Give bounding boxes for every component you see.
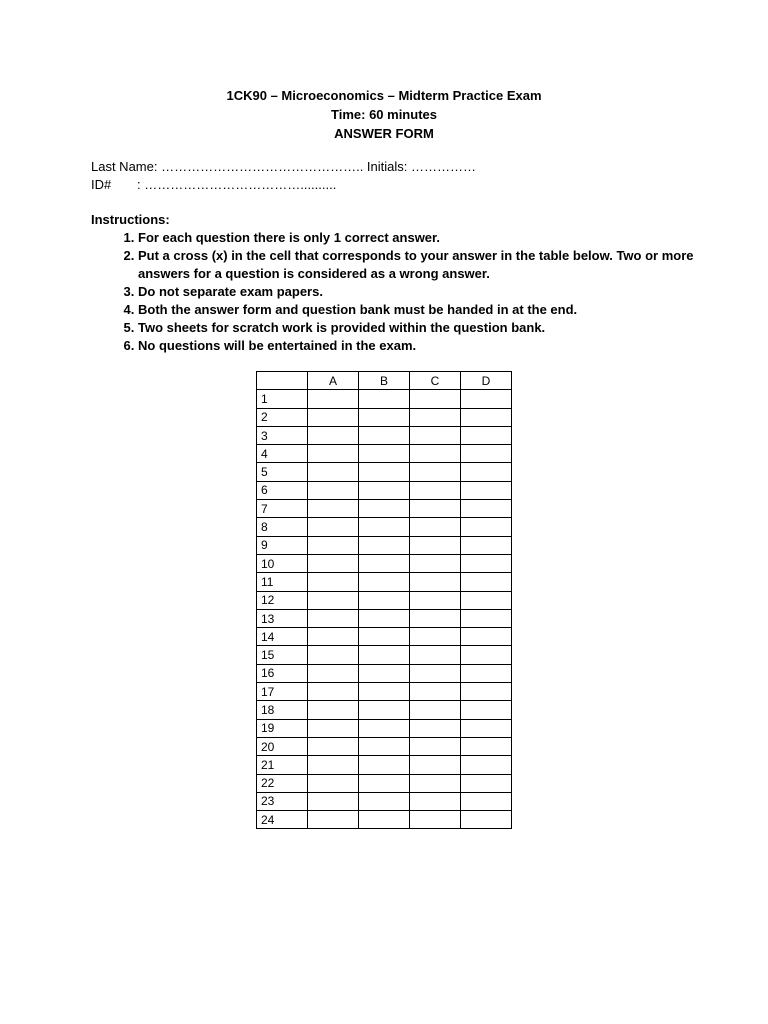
table-row (257, 554, 512, 572)
answer-cell-d[interactable] (461, 628, 512, 646)
question-number: 7 (257, 500, 308, 518)
answer-cell-d[interactable] (461, 646, 512, 664)
answer-cell-d[interactable] (461, 408, 512, 426)
answer-cell-d[interactable] (461, 737, 512, 755)
table-row (257, 445, 512, 463)
column-header-c: C (410, 372, 461, 390)
table-row (257, 609, 512, 627)
instructions-list (91, 229, 711, 355)
answer-cell-d[interactable] (461, 591, 512, 609)
answer-cell-b[interactable] (359, 426, 410, 444)
answer-cell-a[interactable] (308, 774, 359, 792)
answer-cell-c[interactable] (410, 774, 461, 792)
answer-cell-b[interactable] (359, 683, 410, 701)
answer-cell-d[interactable] (461, 518, 512, 536)
answer-cell-c[interactable] (410, 683, 461, 701)
answer-cell-c[interactable] (410, 609, 461, 627)
answer-cell-d[interactable] (461, 426, 512, 444)
answer-cell-d[interactable] (461, 554, 512, 572)
answer-cell-d[interactable] (461, 664, 512, 682)
answer-cell-c[interactable] (410, 792, 461, 810)
answer-cell-c[interactable] (410, 445, 461, 463)
answer-cell-d[interactable] (461, 536, 512, 554)
answer-cell-a[interactable] (308, 481, 359, 499)
answer-cell-d[interactable] (461, 774, 512, 792)
answer-cell-d[interactable] (461, 500, 512, 518)
answer-cell-d[interactable] (461, 683, 512, 701)
answer-cell-b[interactable] (359, 792, 410, 810)
column-header-a: A (308, 372, 359, 390)
question-number: 17 (257, 683, 308, 701)
table-row (257, 500, 512, 518)
question-number: 20 (257, 737, 308, 755)
answer-cell-b[interactable] (359, 811, 410, 829)
answer-cell-d[interactable] (461, 445, 512, 463)
question-number: 3 (257, 426, 308, 444)
table-row (257, 737, 512, 755)
answer-cell-c[interactable] (410, 756, 461, 774)
table-row (257, 573, 512, 591)
question-number: 23 (257, 792, 308, 810)
answer-cell-a[interactable] (308, 591, 359, 609)
answer-cell-c[interactable] (410, 591, 461, 609)
answer-cell-d[interactable] (461, 481, 512, 499)
instruction-item: 6. No questions will be entertained in the exam. (138, 337, 711, 355)
answer-cell-c[interactable] (410, 390, 461, 408)
instruction-item: 4. Both the answer form and question bank must be handed in at the end. (138, 301, 711, 319)
answer-cell-b[interactable] (359, 481, 410, 499)
answer-cell-d[interactable] (461, 609, 512, 627)
instruction-item: 2. Put a cross (x) in the cell that corresponds to your answer in the table below. Two or more answers for a question is considered as a wrong answer. (138, 247, 711, 283)
answer-cell-a[interactable] (308, 408, 359, 426)
table-row (257, 792, 512, 810)
table-row (257, 683, 512, 701)
instruction-item: 1. For each question there is only 1 correct answer. (138, 229, 711, 247)
answer-cell-b[interactable] (359, 573, 410, 591)
question-number: 13 (257, 609, 308, 627)
question-number: 5 (257, 463, 308, 481)
answer-cell-a[interactable] (308, 756, 359, 774)
instructions (91, 211, 711, 355)
table-row (257, 664, 512, 682)
question-number: 10 (257, 554, 308, 572)
answer-cell-d[interactable] (461, 390, 512, 408)
answer-cell-d[interactable] (461, 701, 512, 719)
question-number: 16 (257, 664, 308, 682)
table-row (257, 591, 512, 609)
answer-cell-b[interactable] (359, 628, 410, 646)
question-number: 11 (257, 573, 308, 591)
answer-cell-a[interactable] (308, 664, 359, 682)
answer-cell-a[interactable] (308, 463, 359, 481)
answer-cell-b[interactable] (359, 719, 410, 737)
id-label: ID# (91, 177, 112, 192)
last-name-field[interactable]: Last Name: ……………………………………….. Initials: …………… (91, 159, 476, 174)
question-number: 15 (257, 646, 308, 664)
answer-cell-a[interactable] (308, 518, 359, 536)
answer-cell-c[interactable] (410, 500, 461, 518)
question-number: 6 (257, 481, 308, 499)
answer-cell-c[interactable] (410, 463, 461, 481)
table-row (257, 646, 512, 664)
answer-cell-b[interactable] (359, 591, 410, 609)
question-number: 12 (257, 591, 308, 609)
answer-table-body (257, 390, 512, 829)
answer-cell-c[interactable] (410, 811, 461, 829)
answer-cell-a[interactable] (308, 683, 359, 701)
table-row (257, 774, 512, 792)
answer-cell-a[interactable] (308, 500, 359, 518)
answer-cell-b[interactable] (359, 737, 410, 755)
answer-cell-a[interactable] (308, 536, 359, 554)
answer-cell-b[interactable] (359, 554, 410, 572)
answer-cell-d[interactable] (461, 719, 512, 737)
table-row (257, 811, 512, 829)
answer-cell-a[interactable] (308, 792, 359, 810)
answer-cell-c[interactable] (410, 536, 461, 554)
question-number: 18 (257, 701, 308, 719)
answer-cell-b[interactable] (359, 518, 410, 536)
form-label: ANSWER FORM (334, 126, 434, 141)
table-row (257, 536, 512, 554)
table-row (257, 756, 512, 774)
answer-cell-c[interactable] (410, 701, 461, 719)
question-number: 14 (257, 628, 308, 646)
exam-header (0, 86, 768, 143)
answer-cell-d[interactable] (461, 792, 512, 810)
instructions-heading: Instructions: (91, 212, 170, 227)
table-row (257, 481, 512, 499)
column-header-d: D (461, 372, 512, 390)
student-fields (91, 158, 476, 194)
answer-cell-b[interactable] (359, 463, 410, 481)
question-number: 4 (257, 445, 308, 463)
answer-cell-b[interactable] (359, 664, 410, 682)
header-blank-cell (257, 372, 308, 390)
question-number: 24 (257, 811, 308, 829)
answer-cell-c[interactable] (410, 573, 461, 591)
answer-cell-c[interactable] (410, 719, 461, 737)
answer-cell-c[interactable] (410, 426, 461, 444)
table-row (257, 719, 512, 737)
answer-cell-b[interactable] (359, 646, 410, 664)
answer-cell-a[interactable] (308, 811, 359, 829)
question-number: 9 (257, 536, 308, 554)
answer-cell-a[interactable] (308, 609, 359, 627)
answer-cell-a[interactable] (308, 390, 359, 408)
table-row (257, 518, 512, 536)
answer-cell-b[interactable] (359, 701, 410, 719)
answer-cell-a[interactable] (308, 628, 359, 646)
answer-cell-b[interactable] (359, 445, 410, 463)
id-field[interactable] (91, 176, 476, 194)
answer-cell-c[interactable] (410, 554, 461, 572)
answer-cell-a[interactable] (308, 554, 359, 572)
question-number: 19 (257, 719, 308, 737)
question-number: 8 (257, 518, 308, 536)
id-value: : ……………………………….......... (137, 177, 337, 192)
answer-cell-c[interactable] (410, 408, 461, 426)
instruction-item: 5. Two sheets for scratch work is provided within the question bank. (138, 319, 711, 337)
exam-title: 1CK90 – Microeconomics – Midterm Practice Exam (226, 88, 542, 103)
table-row (257, 628, 512, 646)
table-row (257, 463, 512, 481)
column-header-b: B (359, 372, 410, 390)
question-number: 21 (257, 756, 308, 774)
table-row (257, 701, 512, 719)
exam-time: Time: 60 minutes (331, 107, 437, 122)
answer-cell-b[interactable] (359, 609, 410, 627)
answer-cell-c[interactable] (410, 628, 461, 646)
question-number: 1 (257, 390, 308, 408)
answer-table (256, 371, 512, 829)
table-row (257, 390, 512, 408)
instruction-item: 3. Do not separate exam papers. (138, 283, 711, 301)
table-row (257, 408, 512, 426)
answer-cell-b[interactable] (359, 390, 410, 408)
answer-cell-d[interactable] (461, 811, 512, 829)
answer-cell-b[interactable] (359, 500, 410, 518)
answer-cell-b[interactable] (359, 756, 410, 774)
question-number: 22 (257, 774, 308, 792)
answer-cell-b[interactable] (359, 536, 410, 554)
answer-cell-c[interactable] (410, 481, 461, 499)
answer-cell-c[interactable] (410, 737, 461, 755)
table-row (257, 426, 512, 444)
answer-cell-a[interactable] (308, 573, 359, 591)
answer-cell-c[interactable] (410, 664, 461, 682)
answer-cell-a[interactable] (308, 426, 359, 444)
answer-cell-c[interactable] (410, 646, 461, 664)
answer-cell-d[interactable] (461, 463, 512, 481)
answer-cell-d[interactable] (461, 573, 512, 591)
question-number: 2 (257, 408, 308, 426)
answer-cell-a[interactable] (308, 737, 359, 755)
answer-cell-b[interactable] (359, 408, 410, 426)
answer-cell-a[interactable] (308, 719, 359, 737)
answer-cell-a[interactable] (308, 445, 359, 463)
answer-table-header-row (257, 372, 512, 390)
answer-cell-d[interactable] (461, 756, 512, 774)
answer-cell-b[interactable] (359, 774, 410, 792)
answer-cell-c[interactable] (410, 518, 461, 536)
answer-cell-a[interactable] (308, 646, 359, 664)
answer-cell-a[interactable] (308, 701, 359, 719)
